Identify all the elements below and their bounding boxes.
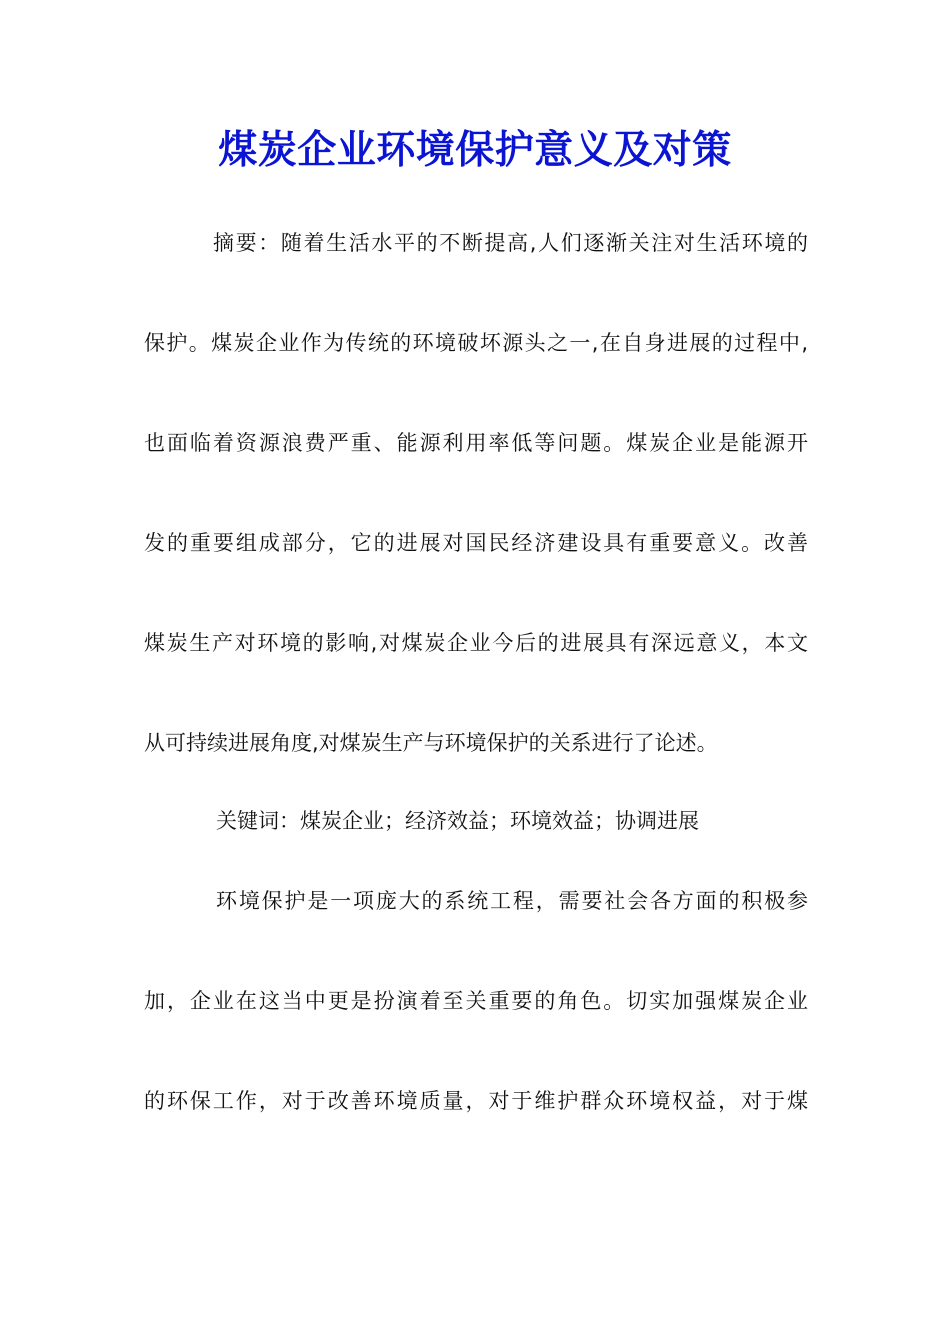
abstract-line-3: 也面临着资源浪费严重、能源利用率低等问题。煤炭企业是能源开 — [144, 431, 808, 455]
keywords-line: 关键词：煤炭企业；经济效益；环境效益；协调进展 — [216, 809, 699, 833]
body-line-3: 的环保工作，对于改善环境质量，对于维护群众环境权益，对于煤 — [144, 1089, 808, 1113]
abstract-line-4: 发的重要组成部分，它的进展对国民经济建设具有重要意义。改善 — [144, 531, 808, 555]
abstract-line-5: 煤炭生产对环境的影响,对煤炭企业今后的进展具有深远意义，本文 — [144, 631, 808, 655]
document-title: 煤炭企业环境保护意义及对策 — [218, 127, 732, 173]
abstract-line-1: 摘要：随着生活水平的不断提高,人们逐渐关注对生活环境的 — [213, 231, 808, 255]
abstract-line-6: 从可持续进展角度,对煤炭生产与环境保护的关系进行了论述。 — [144, 731, 718, 755]
body-line-2: 加，企业在这当中更是扮演着至关重要的角色。切实加强煤炭企业 — [144, 989, 808, 1013]
body-line-1: 环境保护是一项庞大的系统工程，需要社会各方面的积极参 — [216, 889, 808, 913]
abstract-line-2: 保护。煤炭企业作为传统的环境破坏源头之一,在自身进展的过程中, — [144, 331, 808, 355]
